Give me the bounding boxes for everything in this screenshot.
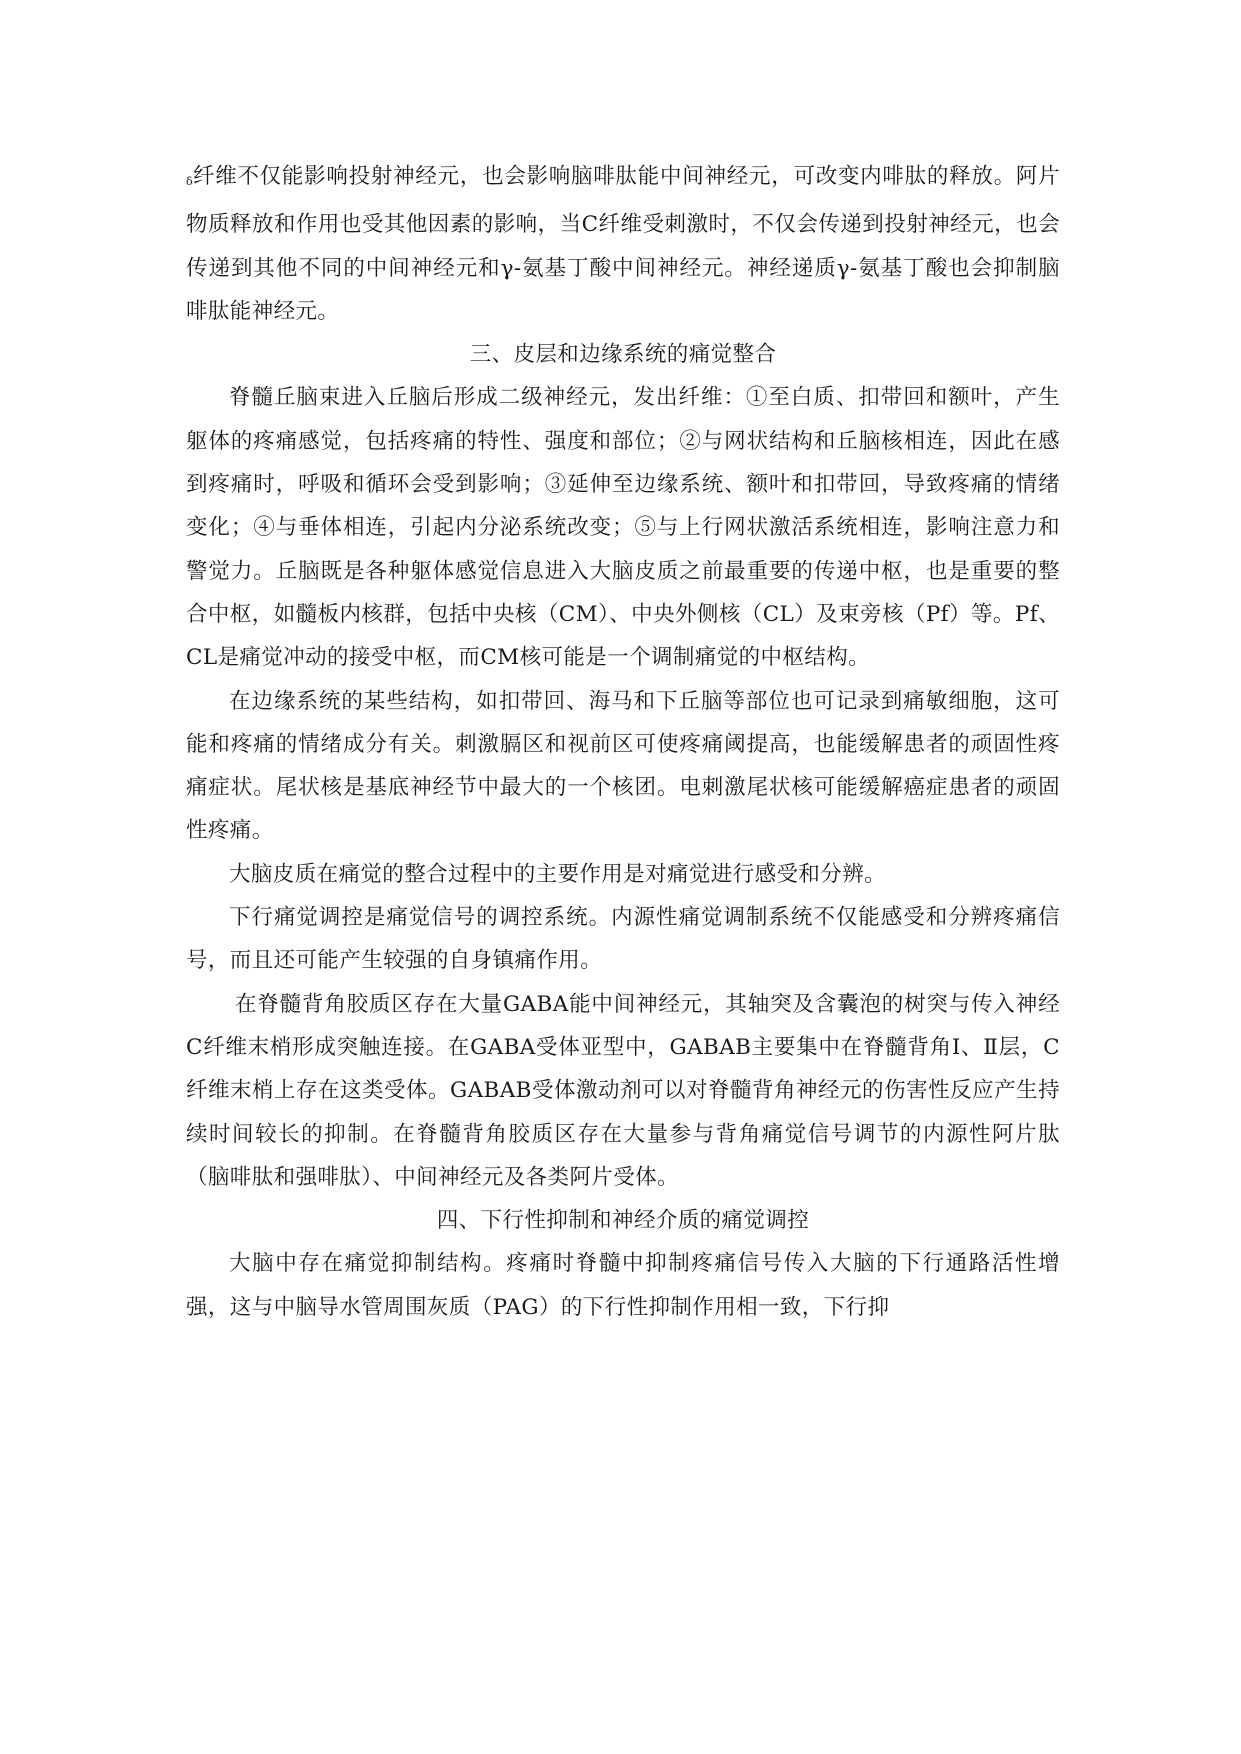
document-page	[186, 155, 1060, 1329]
paragraph-pain-inhibition: 大脑中存在痛觉抑制结构。疼痛时脊髓中抑制疼痛信号传入大脑的下行通路活性增强，这与中脑导水管周围灰质（PAG）的下行性抑制作用相一致，下行抑	[186, 1251, 1060, 1320]
paragraph-thalamus: 脊髓丘脑束进入丘脑后形成二级神经元，发出纤维：①至白质、扣带回和额叶，产生躯体的疼痛感觉，包括疼痛的特性、强度和部位；②与网状结构和丘脑核相连，因此在感到疼痛时，呼吸和循环会受到影响；③延伸至边缘系统、额叶和扣带回，导致疼痛的情绪变化；④与垂体相连，引起内分泌系统改变；⑤与上行网状激活系统相连，影响注意力和警觉力。丘脑既是各种躯体感觉信息进入大脑皮质之前最重要的传递中枢，也是重要的整合中枢，如髓板内核群，包括中央核（CM）、中央外侧核（CL）及束旁核（Pf）等。Pf、CL是痛觉冲动的接受中枢，而CM核可能是一个调制痛觉的中枢结构。	[186, 385, 1060, 671]
section-heading-descending-inhibition: 四、下行性抑制和神经介质的痛觉调控	[436, 1208, 810, 1234]
paragraph-cortex-role: 大脑皮质在痛觉的整合过程中的主要作用是对痛觉进行感受和分辨。	[229, 861, 887, 887]
section-heading-cortex-limbic: 三、皮层和边缘系统的痛觉整合	[469, 342, 777, 368]
paragraph-delta-fiber-text: 纤维不仅能影响投射神经元，也会影响脑啡肽能中间神经元，可改变内啡肽的释放。阿片物质释放和作用也受其他因素的影响，当C纤维受刺激时，不仅会传递到投射神经元，也会传递到其他不同的中间神经元和γ-氨基丁酸中间神经元。神经递质γ-氨基丁酸也会抑制脑啡肽能神经元。	[186, 164, 1060, 324]
paragraph-limbic-system: 在边缘系统的某些结构，如扣带回、海马和下丘脑等部位也可记录到痛敏细胞，这可能和疼痛的情绪成分有关。刺激膈区和视前区可使疼痛阈提高，也能缓解患者的顽固性疼痛症状。尾状核是基底神经节中最大的一个核团。电刺激尾状核可能缓解癌症患者的顽固性疼痛。	[186, 688, 1060, 844]
paragraph-descending-control: 下行痛觉调控是痛觉信号的调控系统。内源性痛觉调制系统不仅能感受和分辨疼痛信号，而且还可能产生较强的自身镇痛作用。	[186, 905, 1060, 974]
paragraph-gaba: 在脊髓背角胶质区存在大量GABA能中间神经元，其轴突及含囊泡的树突与传入神经C纤维末梢形成突触连接。在GABA受体亚型中，GABAB主要集中在脊髓背角Ⅰ、Ⅱ层，C纤维末梢上存在这类受体。GABAB受体激动剂可以对脊髓背角神经元的伤害性反应产生持续时间较长的抑制。在脊髓背角胶质区存在大量参与背角痛觉信号调节的内源性阿片肽（脑啡肽和强啡肽）、中间神经元及各类阿片受体。	[186, 991, 1060, 1190]
delta-subscript: δ	[186, 175, 193, 188]
paragraph-delta-fiber	[186, 155, 1060, 333]
